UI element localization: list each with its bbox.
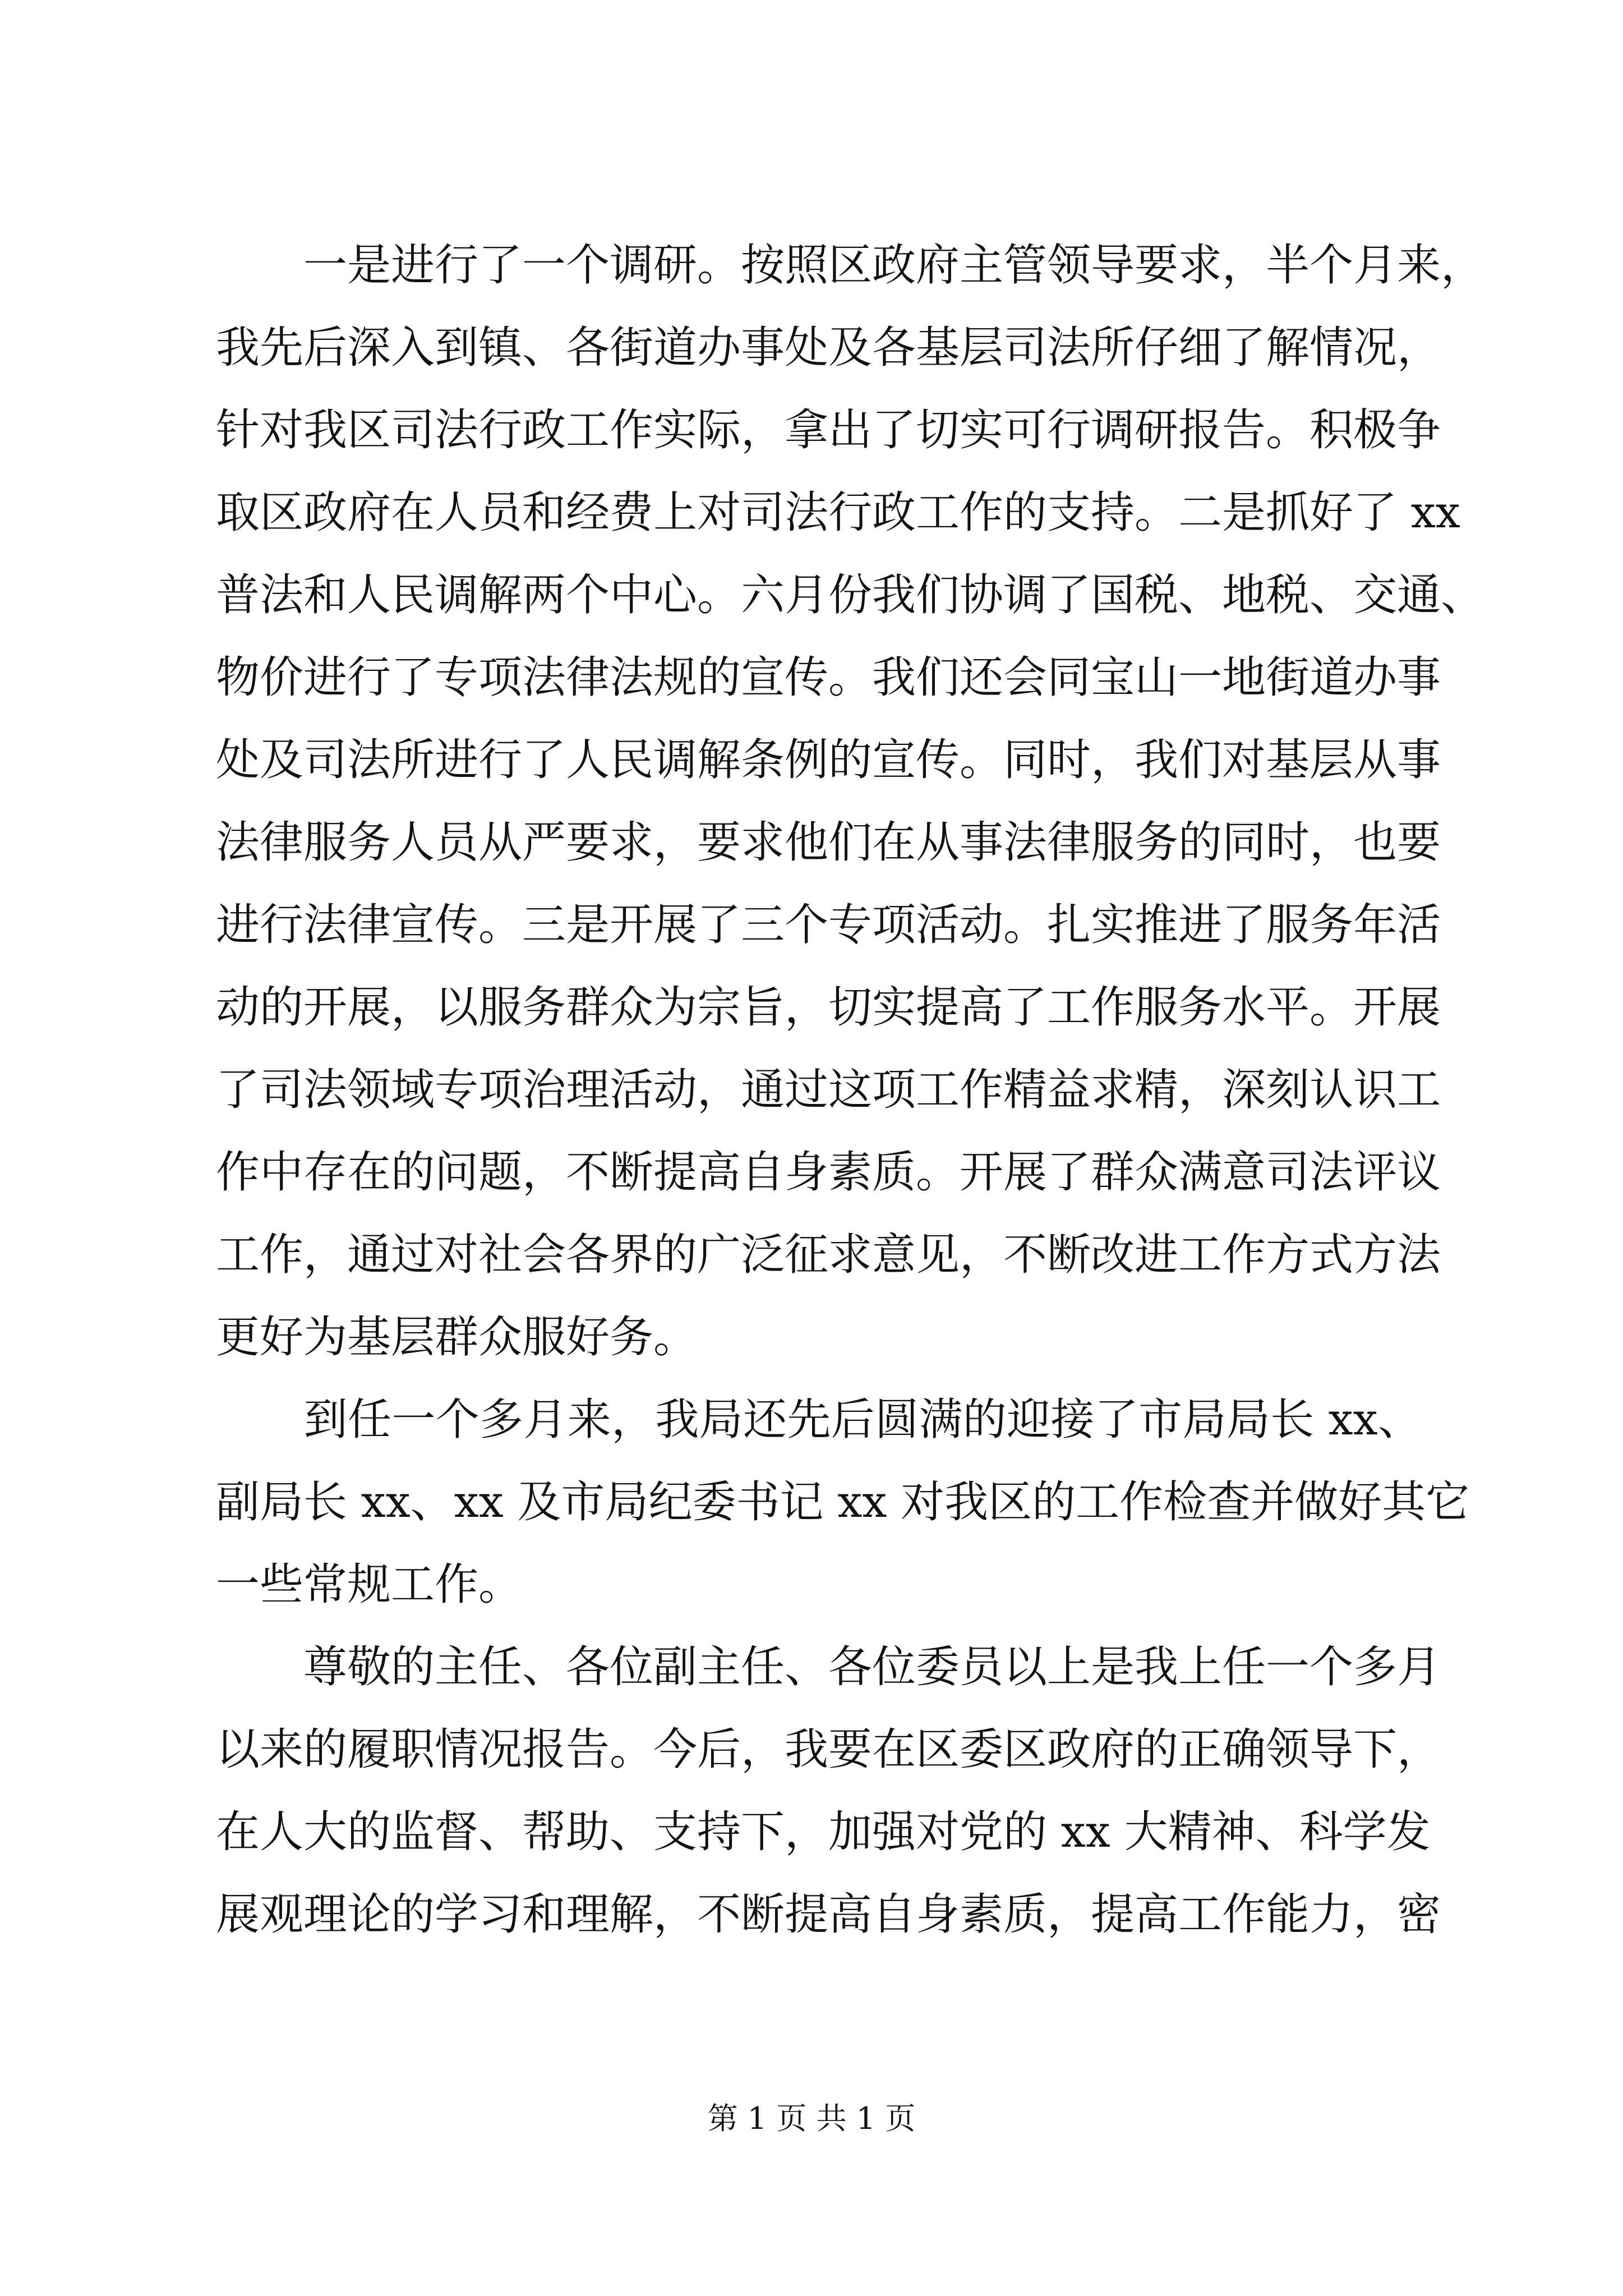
text-line: 物价进行了专项法律法规的宣传。我们还会同宝山一地街道办事 [216, 652, 1441, 703]
paragraph-3 [216, 1626, 1441, 1956]
text-line: 一些常规工作。 [216, 1559, 523, 1610]
text-line: 工作，通过对社会各界的广泛征求意见，不断改进工作方式方法 [216, 1230, 1441, 1280]
text-line: 取区政府在人员和经费上对司法行政工作的支持。二是抓好了 xx [216, 487, 1460, 538]
paragraph-2 [216, 1379, 1470, 1626]
paragraph-1 [216, 224, 1485, 1379]
text-line: 作中存在的问题，不断提高自身素质。开展了群众满意司法评议 [216, 1147, 1441, 1198]
text-line: 以来的履职情况报告。今后，我要在区委区政府的正确领导下， [216, 1724, 1441, 1775]
text-line: 我先后深入到镇、各街道办事处及各基层司法所仔细了解情况， [216, 323, 1441, 373]
text-line: 针对我区司法行政工作实际，拿出了切实可行调研报告。积极争 [216, 405, 1441, 455]
document-body [216, 224, 1485, 1956]
text-line: 更好为基层群众服好务。 [216, 1312, 698, 1363]
text-line: 副局长 xx、xx 及市局纪委书记 xx 对我区的工作检查并做好其它 [216, 1477, 1470, 1527]
page-footer: 第 1 页 共 1 页 [707, 2101, 916, 2136]
text-line: 法律服务人员从严要求，要求他们在从事法律服务的同时，也要 [216, 817, 1441, 868]
text-line: 展观理论的学习和理解，不断提高自身素质，提高工作能力，密 [216, 1889, 1441, 1940]
text-line: 到任一个多月来，我局还先后圆满的迎接了市局局长 xx、 [216, 1395, 1422, 1445]
text-line: 处及司法所进行了人民调解条例的宣传。同时，我们对基层从事 [216, 735, 1441, 785]
text-line: 尊敬的主任、各位副主任、各位委员以上是我上任一个多月 [216, 1642, 1441, 1692]
text-line: 了司法领域专项治理活动，通过这项工作精益求精，深刻认识工 [216, 1065, 1441, 1115]
text-line: 动的开展，以服务群众为宗旨，切实提高了工作服务水平。开展 [216, 982, 1441, 1033]
text-line: 普法和人民调解两个中心。六月份我们协调了国税、地税、交通、 [216, 570, 1485, 620]
text-line: 一是进行了一个调研。按照区政府主管领导要求，半个月来， [216, 240, 1485, 291]
text-line: 在人大的监督、帮助、支持下，加强对党的 xx 大精神、科学发 [216, 1807, 1431, 1857]
text-line: 进行法律宣传。三是开展了三个专项活动。扎实推进了服务年活 [216, 900, 1441, 950]
